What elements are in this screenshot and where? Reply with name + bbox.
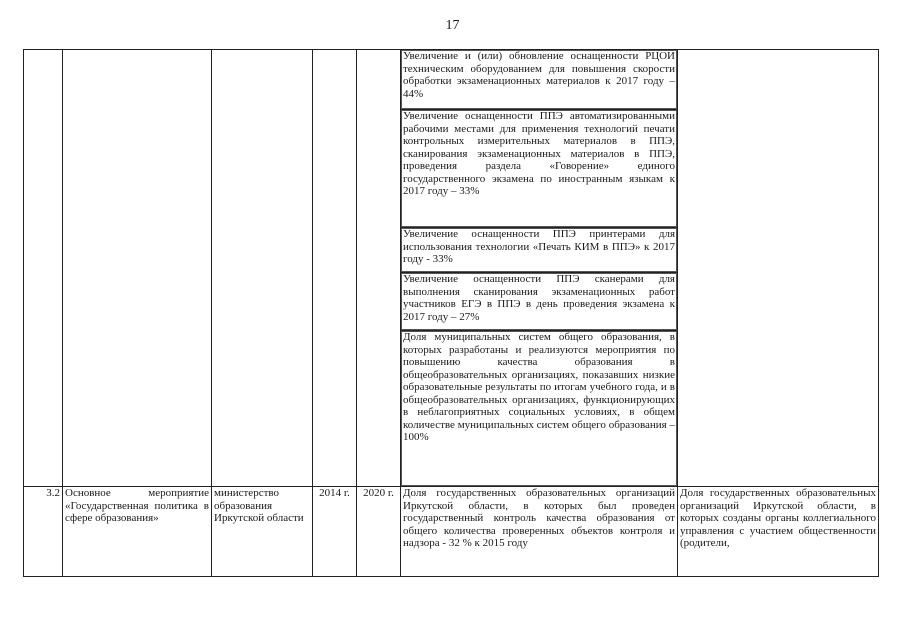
indicator-cell: Увеличение оснащенности ППЭ сканерами для выполнения сканирования экзаменационных работ участников ЕГЭ в ППЭ в день проведения экзамена к 2017 году – 27%: [401, 273, 678, 331]
start-year-cell: [313, 50, 357, 487]
table-row: [24, 487, 879, 577]
executor-name: министерство образования Иркутской области: [212, 487, 313, 577]
activity-cell: [63, 50, 212, 487]
start-year: 2014 г.: [313, 487, 357, 577]
indicator-cell: Увеличение оснащенности ППЭ принтерами для использования технологии «Печать КИМ в ППЭ» к 2017 году - 33%: [401, 228, 678, 273]
executor-cell: [212, 50, 313, 487]
indicator-cell: Доля муниципальных систем общего образования, в которых разработаны и реализуются мероприятия по повышению качества образования в общеобразовательных организациях, показавших низкие образовательные результаты по итогам учебного года, и в общеобразовательных организациях, функционирующих в неблагоприятных социальных условиях, в общем количестве муниципальных систем общего образования – 100%: [401, 331, 678, 487]
row-number: 3.2: [24, 487, 63, 577]
result-cell: [678, 50, 879, 487]
indicator-text: Доля государственных образовательных организаций Иркутской области, в которых был проведен государственный контроль качества образования от общего количества проверенных объектов контроля и надзора - 32 % к 2015 году: [401, 487, 678, 577]
program-table: [23, 49, 879, 577]
result-text: Доля государственных образовательных организаций Иркутской области, в которых созданы органы коллегиального управления с участием общественности (родители,: [678, 487, 879, 577]
number-cell: [24, 50, 63, 487]
end-year-cell: [357, 50, 401, 487]
indicator-cell: Увеличение оснащенности ППЭ автоматизированными рабочими местами для применения технологий печати контрольных измерительных материалов в ППЭ, сканирования экзаменационных материалов в ППЭ, проведения раздела «Говорение» единого государственного экзамена по иностранным языкам к 2017 году – 33%: [401, 110, 678, 228]
table-row: [24, 50, 879, 110]
end-year: 2020 г.: [357, 487, 401, 577]
indicator-cell: Увеличение и (или) обновление оснащенности РЦОИ техническим оборудованием для повышения скорости обработки экзаменационных материалов к 2017 году – 44%: [401, 50, 678, 110]
page-number: 17: [445, 18, 460, 33]
activity-name: Основное мероприятие «Государственная политика в сфере образования»: [63, 487, 212, 577]
